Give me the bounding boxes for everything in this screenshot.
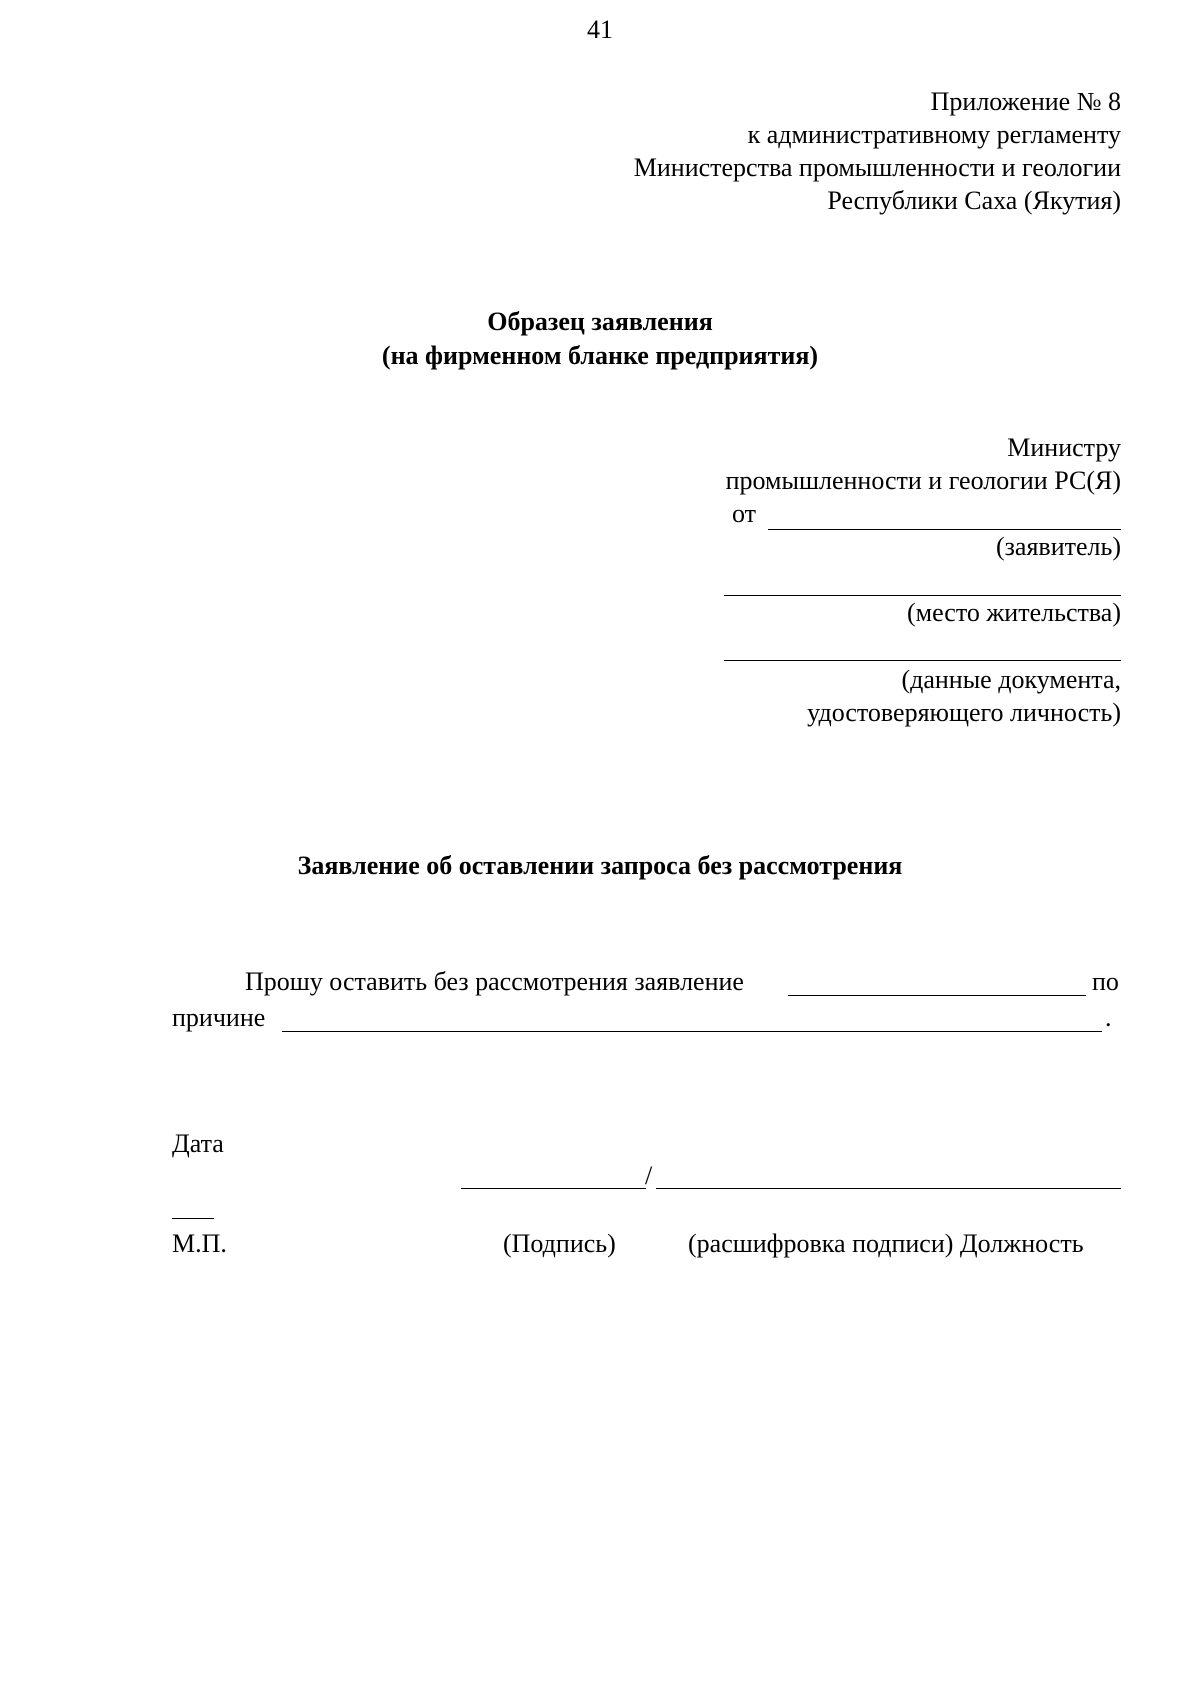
reason-period: . (1105, 1003, 1112, 1032)
residence-field[interactable] (724, 595, 1121, 596)
decoding-caption: (расшифровка подписи) Должность (688, 1229, 1084, 1258)
signature-decoding-field[interactable] (656, 1188, 1121, 1189)
applicant-caption: (заявитель) (995, 532, 1121, 561)
application-field[interactable] (788, 995, 1086, 996)
sample-title-line2: (на фирменном бланке предприятия) (381, 341, 819, 370)
addressee-ministry: промышленности и геологии РС(Я) (725, 466, 1121, 495)
id-document-field[interactable] (724, 660, 1121, 661)
from-label: от (732, 499, 757, 528)
residence-caption: (место жительства) (906, 598, 1121, 627)
date-label: Дата (172, 1129, 224, 1158)
reason-field[interactable] (282, 1031, 1102, 1032)
appendix-number: Приложение № 8 (930, 87, 1121, 116)
signature-caption: (Подпись) (503, 1229, 616, 1258)
request-by-word: по (1092, 967, 1119, 996)
appendix-republic: Республики Саха (Якутия) (827, 186, 1121, 215)
page-number: 41 (587, 15, 613, 44)
applicant-field[interactable] (768, 529, 1121, 530)
id-caption-line2: удостоверяющего личность) (807, 698, 1121, 727)
signature-field[interactable] (461, 1188, 646, 1189)
appendix-ministry: Министерства промышленности и геологии (633, 153, 1121, 182)
request-text: Прошу оставить без рассмотрения заявление (245, 967, 744, 996)
reason-label: причине (172, 1003, 266, 1032)
signature-slash: / (645, 1161, 653, 1190)
addressee-minister: Министру (1007, 433, 1121, 462)
id-caption-line1: (данные документа, (901, 665, 1121, 694)
appendix-regulation: к административному регламенту (747, 120, 1121, 149)
date-field[interactable] (172, 1218, 214, 1219)
sample-title-line1: Образец заявления (487, 307, 713, 336)
stamp-label: М.П. (172, 1229, 227, 1258)
statement-title: Заявление об оставлении запроса без рассмотрения (297, 851, 903, 880)
